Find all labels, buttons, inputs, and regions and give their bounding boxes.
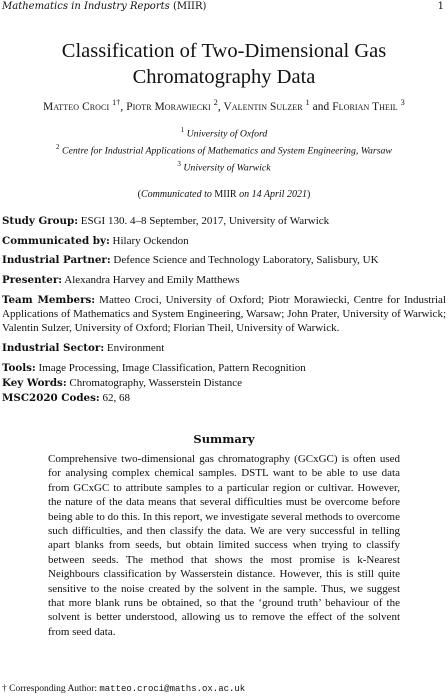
meta-study-group <box>2 214 446 228</box>
meta-label: Industrial Partner: <box>2 254 111 267</box>
author-affil-sup: 2 <box>213 98 218 107</box>
report-metadata <box>2 214 446 411</box>
footnote-label: Corresponding Author: <box>9 684 97 694</box>
meta-team-members <box>2 293 446 336</box>
meta-label: Communicated by: <box>2 234 110 247</box>
summary-body: Comprehensive two-dimensional gas chromatography (GCxGC) is often used for analysing complex chemical samples. DSTL want to be able to use data from GCxGC to attribute samples to a particular region or cultivar. However, the nature of the data means that several difficulties must be overcome before being able to do this. In this report, we investigate several methods to overcome such difficulties, and then classify the data. We are very successful in telling apart blanks from seeds, but obtain limited success when trying to classify between seeds. The method that shows the most promise is k-Nearest Neighbours classification by Wasserstein distance. However, this is still quite sensitive to the noise created by the solvent in the sample. Thus, we suggest that more blank runs be obtained, so that the ‘ground truth’ behaviour of the solvent is better understood, allowing us to remove the effect of the solvent from seed data. <box>48 453 400 638</box>
author-affil-sup: 1 <box>112 98 117 107</box>
meta-value: Image Processing, Image Classification, Pattern Recognition <box>38 361 306 374</box>
meta-communicated-by <box>2 234 446 248</box>
meta-industrial-sector <box>2 341 446 355</box>
meta-label: MSC2020 Codes: <box>2 392 100 405</box>
author-list: Matteo Croci $^{1\dagger}$, Piotr Morawiecki $^2$, Valentin Sulzer $^1$ and Florian Theil $^3$ <box>43 98 405 113</box>
page-number: 1 <box>437 1 444 12</box>
author-name: Valentin Sulzer <box>223 100 303 113</box>
communicated-journal: MIIR <box>214 189 237 200</box>
meta-industrial-partner <box>2 253 446 267</box>
meta-value: Environment <box>106 341 165 354</box>
affiliation-sup: 3 <box>177 159 181 168</box>
meta-key-words <box>2 376 446 390</box>
meta-label: Presenter: <box>2 274 63 287</box>
affiliation-text: Centre for Industrial Applications of Mathematics and System Engineering, Warsaw <box>61 145 392 157</box>
corresponding-email: matteo.croci@maths.ox.ac.uk <box>99 684 246 694</box>
communicated-date: 14 April 2021 <box>251 189 307 200</box>
meta-msc2020 <box>2 391 446 405</box>
corresponding-mark: † <box>116 98 121 107</box>
journal-name: Mathematics in Industry Reports <box>2 1 170 12</box>
affiliation-sup: 1 <box>180 126 185 134</box>
title-line-2: Chromatography Data <box>132 66 316 88</box>
meta-presenter <box>2 273 446 287</box>
meta-value: ESGI 130. 4–8 September, 2017, University of Warwick <box>80 215 330 227</box>
affiliation-line <box>0 141 448 158</box>
summary-heading: Summary <box>193 432 255 446</box>
author-name: Matteo Croci <box>43 100 110 113</box>
meta-label: Team Members: <box>2 293 96 306</box>
communicated-line: (Communicated to MIIR on 14 April 2021) <box>137 189 311 200</box>
running-head <box>2 0 446 14</box>
meta-tools <box>2 361 446 375</box>
communicated-prefix: Communicated to <box>141 189 212 200</box>
author-affil-sup: 1 <box>305 98 310 107</box>
meta-label: Study Group: <box>2 215 79 227</box>
authors-joiner: and <box>312 100 330 113</box>
affiliations <box>0 124 448 174</box>
meta-value: Chromatography, Wasserstein Distance <box>69 376 243 389</box>
meta-value: 62, 68 <box>102 392 130 405</box>
meta-value: Matteo Croci, University of Oxford; Piotr Morawiecki, Centre for Industrial Applications of Mathematics and System Engineering, Warsaw; John Prater, University of Warwick; Valentin Sulzer, University of Oxford; Florian Theil, University of Warwick. <box>2 293 447 335</box>
meta-label: Tools: <box>2 361 36 374</box>
author-name: Piotr Morawiecki <box>126 100 211 113</box>
affiliation-line <box>0 158 448 175</box>
footnote <box>2 683 446 696</box>
meta-label: Industrial Sector: <box>2 341 105 354</box>
journal-abbrev: (MIIR) <box>172 1 207 12</box>
communicated-on: on <box>239 189 250 200</box>
title-line-1: Classification of Two-Dimensional Gas <box>61 40 387 62</box>
meta-value: Alexandra Harvey and Emily Matthews <box>64 274 240 287</box>
paper-title <box>10 38 438 90</box>
affiliation-text: University of Warwick <box>183 161 271 173</box>
affiliation-line <box>0 124 448 141</box>
author-affil-sup: 3 <box>400 98 405 107</box>
affiliation-sup: 2 <box>56 142 60 151</box>
footnote-mark: † <box>2 684 7 694</box>
author-name: Florian Theil <box>332 100 398 113</box>
meta-label: Key Words: <box>2 376 67 389</box>
affiliation-text: University of Oxford <box>186 128 268 140</box>
meta-value: Hilary Ockendon <box>112 234 189 247</box>
meta-value: Defence Science and Technology Laboratory, Salisbury, UK <box>113 254 379 267</box>
